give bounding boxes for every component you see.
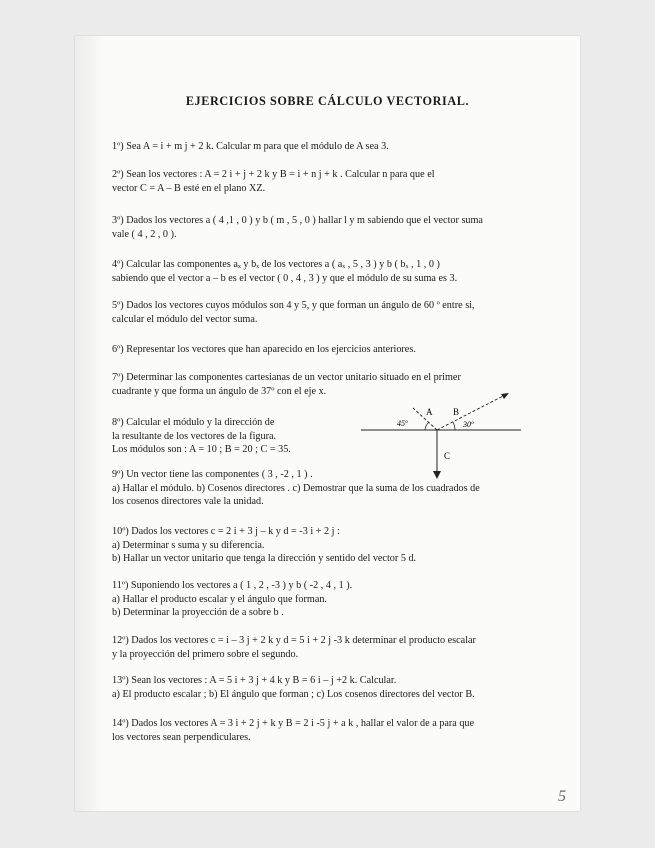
label-vector-c: C bbox=[444, 451, 451, 461]
label-vector-b: B bbox=[453, 407, 460, 417]
exercise-9 bbox=[112, 468, 480, 509]
page-number: 5 bbox=[558, 788, 566, 805]
exercise-line: calcular el módulo del vector suma. bbox=[112, 313, 258, 325]
exercise-4 bbox=[112, 258, 457, 285]
exercise-line: 9º) Un vector tiene las componentes ( 3 , -2 , 1 ) . bbox=[112, 469, 313, 480]
exercise-line: 8º) Calcular el módulo y la dirección de bbox=[112, 417, 275, 428]
exercise-line: 7º) Determinar las componentes cartesianas de un vector unitario situado en el primer bbox=[112, 372, 461, 383]
exercise-line: 1º) Sea A = i + m j + 2 k. Calcular m para que el módulo de A sea 3. bbox=[112, 141, 389, 152]
exercise-11 bbox=[112, 579, 352, 620]
angle-b-arc bbox=[453, 422, 455, 430]
exercise-line: 11º) Suponiendo los vectores a ( 1 , 2 , -3 ) y b ( -2 , 4 , 1 ). bbox=[112, 580, 353, 591]
vector-b-arrowhead bbox=[501, 393, 509, 399]
exercise-line: 2º) Sean los vectores : A = 2 i + j + 2 k y B = i + n j + k . Calcular n para que el bbox=[112, 169, 435, 180]
exercise-2 bbox=[112, 168, 435, 195]
exercise-line: los vectores sean perpendiculares. bbox=[112, 731, 251, 743]
exercise-6 bbox=[112, 343, 416, 357]
exercise-line: la resultante de los vectores de la figura. bbox=[112, 430, 277, 442]
exercise-line: 3º) Dados los vectores a ( 4 ,1 , 0 ) y b ( m , 5 , 0 ) hallar l y m sabiendo que el vector suma bbox=[112, 215, 483, 226]
vector-a-line bbox=[413, 408, 437, 430]
exercise-line: a) Determinar s suma y su diferencia. bbox=[112, 539, 265, 551]
exercise-line: los cosenos directores vale la unidad. bbox=[112, 496, 264, 508]
exercise-line: a) Hallar el producto escalar y el ángulo que forman. bbox=[112, 593, 327, 605]
exercise-13 bbox=[112, 674, 475, 701]
exercise-line: vector C = A – B esté en el plano XZ. bbox=[112, 182, 266, 194]
label-angle-a: 45º bbox=[397, 419, 408, 428]
exercise-line: 14º) Dados los vectores A = 3 i + 2 j + k y B = 2 i -5 j + a k , hallar el valor de a para que bbox=[112, 718, 475, 729]
angle-a-arc bbox=[425, 422, 429, 430]
exercise-line: 4º) Calcular las componentes aₓ y bₓ de los vectores a ( aₓ , 5 , 3 ) y b ( bₓ , 1 , 0 ) bbox=[112, 259, 440, 270]
exercise-5 bbox=[112, 299, 475, 326]
exercise-3 bbox=[112, 214, 483, 241]
exercise-line: vale ( 4 , 2 , 0 ). bbox=[112, 228, 177, 240]
page-shadow bbox=[75, 36, 105, 811]
exercise-line: y la proyección del primero sobre el segundo. bbox=[112, 648, 299, 660]
page-title: EJERCICIOS SOBRE CÁLCULO VECTORIAL. bbox=[185, 94, 470, 108]
exercise-8 bbox=[112, 416, 291, 457]
exercise-line: 12º) Dados los vectores c = i – 3 j + 2 k y d = 5 i + 2 j -3 k determinar el producto escalar bbox=[112, 635, 476, 646]
document-page bbox=[75, 36, 580, 811]
exercise-line: 5º) Dados los vectores cuyos módulos son 4 y 5, y que forman un ángulo de 60 º entre si, bbox=[112, 300, 475, 311]
exercise-line: b) Determinar la proyección de a sobre b . bbox=[112, 607, 284, 619]
exercise-line: Los módulos son : A = 10 ; B = 20 ; C = 35. bbox=[112, 444, 291, 456]
label-vector-a: A bbox=[426, 407, 433, 417]
exercise-line: a) El producto escalar ; b) El ángulo que forman ; c) Los cosenos directores del vector B. bbox=[112, 688, 475, 700]
exercise-line: 10º) Dados los vectores c = 2 i + 3 j – k y d = -3 i + 2 j : bbox=[112, 526, 340, 537]
exercise-14 bbox=[112, 717, 474, 744]
exercise-line: 13º) Sean los vectores : A = 5 i + 3 j + 4 k y B = 6 i – j +2 k. Calcular. bbox=[112, 675, 397, 686]
exercise-line: sabiendo que el vector a – b es el vector ( 0 , 4 , 3 ) y que el módulo de su suma es 3. bbox=[112, 272, 458, 284]
exercise-line: cuadrante y que forma un ángulo de 37º con el eje x. bbox=[112, 385, 327, 397]
exercise-line: a) Hallar el módulo. b) Cosenos directores . c) Demostrar que la suma de los cuadrados de bbox=[112, 482, 480, 494]
exercise-line: b) Hallar un vector unitario que tenga la dirección y sentido del vector 5 d. bbox=[112, 553, 417, 565]
exercise-12 bbox=[112, 634, 476, 661]
exercise-10 bbox=[112, 525, 416, 566]
exercise-1 bbox=[112, 140, 389, 154]
exercise-line: 6º) Representar los vectores que han aparecido en los ejercicios anteriores. bbox=[112, 344, 416, 355]
label-angle-b: 30º bbox=[463, 420, 474, 429]
